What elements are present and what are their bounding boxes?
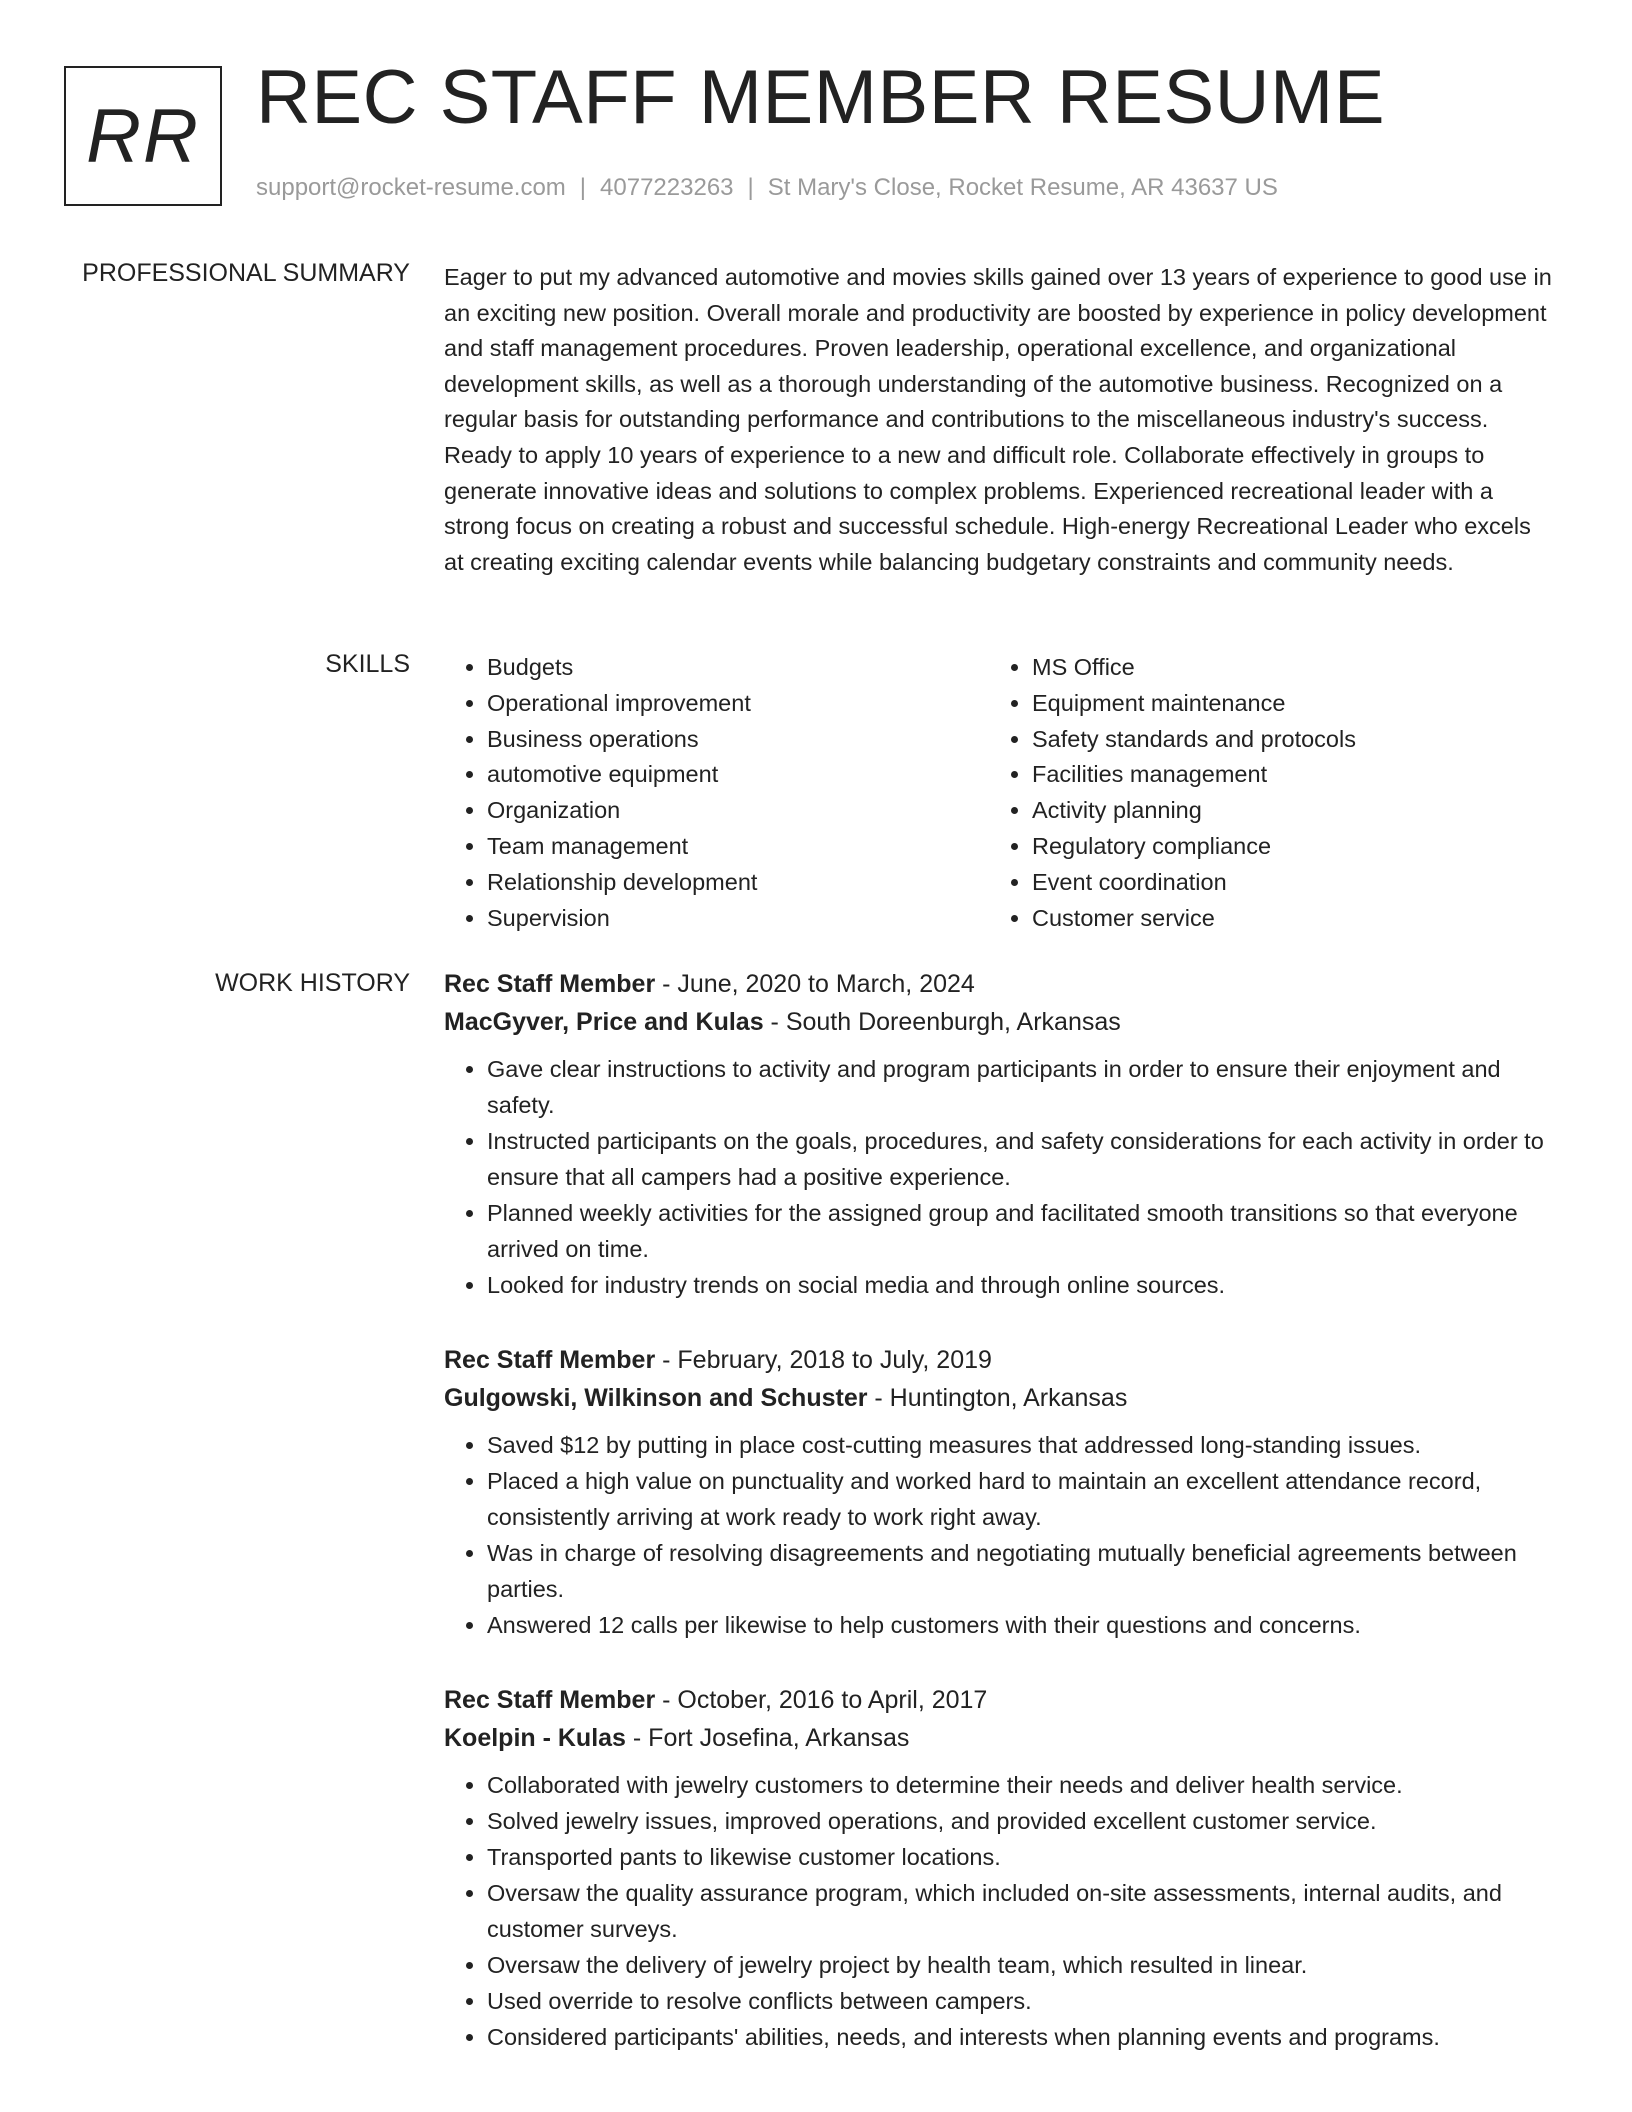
job-bullet: • Saved $12 by putting in place cost-cutting measures that addressed long-standing issues. — [487, 1427, 1556, 1463]
skill-item: • Business operations — [487, 722, 989, 758]
skill-item: • Organization — [487, 793, 989, 829]
job-company-line — [444, 1719, 1556, 1757]
job-bullet: • Gave clear instructions to activity and program participants in order to ensure their enjoyment and safety. — [487, 1051, 1556, 1123]
job-entry — [444, 1341, 1556, 1643]
skill-item: • MS Office — [1032, 650, 1534, 686]
contact-separator: | — [579, 174, 587, 201]
contact-phone[interactable]: 4077223263 — [600, 174, 734, 201]
skills-heading: SKILLS — [325, 650, 410, 678]
skills-grid — [444, 650, 1556, 936]
job-location: - South Doreenburgh, Arkansas — [763, 1008, 1121, 1036]
job-bullet: • Planned weekly activities for the assigned group and facilitated smooth transitions so that everyone arrived on time. — [487, 1195, 1556, 1267]
skill-item: • Safety standards and protocols — [1032, 722, 1534, 758]
skill-item: • Event coordination — [1032, 865, 1534, 901]
job-dates: - October, 2016 to April, 2017 — [655, 1686, 988, 1714]
job-title-line — [444, 1341, 1556, 1379]
contact-line — [256, 174, 1278, 202]
work-history-heading: WORK HISTORY — [215, 969, 410, 997]
skill-item: • Regulatory compliance — [1032, 829, 1534, 865]
job-bullet: • Transported pants to likewise customer locations. — [487, 1839, 1556, 1875]
job-bullet: • Looked for industry trends on social media and through online sources. — [487, 1267, 1556, 1303]
job-bullet: • Was in charge of resolving disagreements and negotiating mutually beneficial agreements between parties. — [487, 1535, 1556, 1607]
job-bullets — [444, 1427, 1556, 1643]
summary-heading: PROFESSIONAL SUMMARY — [82, 259, 410, 287]
job-location: - Fort Josefina, Arkansas — [625, 1724, 910, 1752]
job-company-line — [444, 1379, 1556, 1417]
skills-list-left — [444, 650, 989, 936]
job-company: Gulgowski, Wilkinson and Schuster — [444, 1384, 868, 1412]
contact-address: St Mary's Close, Rocket Resume, AR 43637 US — [767, 174, 1278, 201]
contact-separator: | — [747, 174, 754, 201]
summary-text: Eager to put my advanced automotive and movies skills gained over 13 years of experience to good use in an exciting new position. Overall morale and productivity are boosted by experience in policy development and staff management procedures. Proven leadership, operational excellence, and organizational development skills, as well as a thorough understanding of the automotive business. Recognized on a regular basis for outstanding performance and contributions to the miscellaneous industry's success. Ready to apply 10 years of experience to a new and difficult role. Collaborate effectively in groups to generate innovative ideas and solutions to complex problems. Experienced recreational leader with a strong focus on creating a robust and successful schedule. High-energy Recreational Leader who excels at creating exciting calendar events while balancing budgetary constraints and community needs. — [444, 264, 1552, 575]
job-dates: - February, 2018 to July, 2019 — [655, 1346, 992, 1374]
job-title: Rec Staff Member — [444, 970, 656, 998]
job-bullet: • Instructed participants on the goals, procedures, and safety considerations for each activity in order to ensure that all campers had a positive experience. — [487, 1123, 1556, 1195]
skill-item: • Equipment maintenance — [1032, 686, 1534, 722]
contact-email[interactable]: support@rocket-resume.com — [256, 174, 566, 201]
job-entry — [444, 965, 1556, 1303]
job-title-line — [444, 965, 1556, 1003]
skill-item: • Budgets — [487, 650, 989, 686]
job-bullet: • Collaborated with jewelry customers to determine their needs and deliver health service. — [487, 1767, 1556, 1803]
job-company: Koelpin - Kulas — [444, 1724, 626, 1752]
job-bullet: • Oversaw the quality assurance program, which included on-site assessments, internal audits, and customer surveys. — [487, 1875, 1556, 1947]
job-bullet: • Considered participants' abilities, needs, and interests when planning events and programs. — [487, 2019, 1556, 2055]
job-title: Rec Staff Member — [444, 1686, 656, 1714]
skill-item: • Relationship development — [487, 865, 989, 901]
job-bullet: • Used override to resolve conflicts between campers. — [487, 1983, 1556, 2019]
resume-title: REC STAFF MEMBER RESUME — [256, 55, 1386, 140]
skill-item: • automotive equipment — [487, 757, 989, 793]
job-bullet: • Oversaw the delivery of jewelry project by health team, which resulted in linear. — [487, 1947, 1556, 1983]
skill-item: • Facilities management — [1032, 757, 1534, 793]
skill-item: • Supervision — [487, 901, 989, 937]
job-bullet: • Answered 12 calls per likewise to help customers with their questions and concerns. — [487, 1607, 1556, 1643]
job-bullet: • Placed a high value on punctuality and worked hard to maintain an excellent attendance record, consistently arriving at work ready to work right away. — [487, 1463, 1556, 1535]
skills-list-right — [989, 650, 1534, 936]
job-company-line — [444, 1003, 1556, 1041]
skill-item: • Customer service — [1032, 901, 1534, 937]
job-bullets — [444, 1767, 1556, 2055]
skill-item: • Operational improvement — [487, 686, 989, 722]
job-entry — [444, 1681, 1556, 2055]
job-bullets — [444, 1051, 1556, 1303]
job-title: Rec Staff Member — [444, 1346, 656, 1374]
job-company: MacGyver, Price and Kulas — [444, 1008, 764, 1036]
skill-item: • Activity planning — [1032, 793, 1534, 829]
monogram-logo: RR — [64, 66, 222, 206]
job-bullet: • Solved jewelry issues, improved operations, and provided excellent customer service. — [487, 1803, 1556, 1839]
job-dates: - June, 2020 to March, 2024 — [655, 970, 975, 998]
job-title-line — [444, 1681, 1556, 1719]
job-location: - Huntington, Arkansas — [867, 1384, 1128, 1412]
skill-item: • Team management — [487, 829, 989, 865]
